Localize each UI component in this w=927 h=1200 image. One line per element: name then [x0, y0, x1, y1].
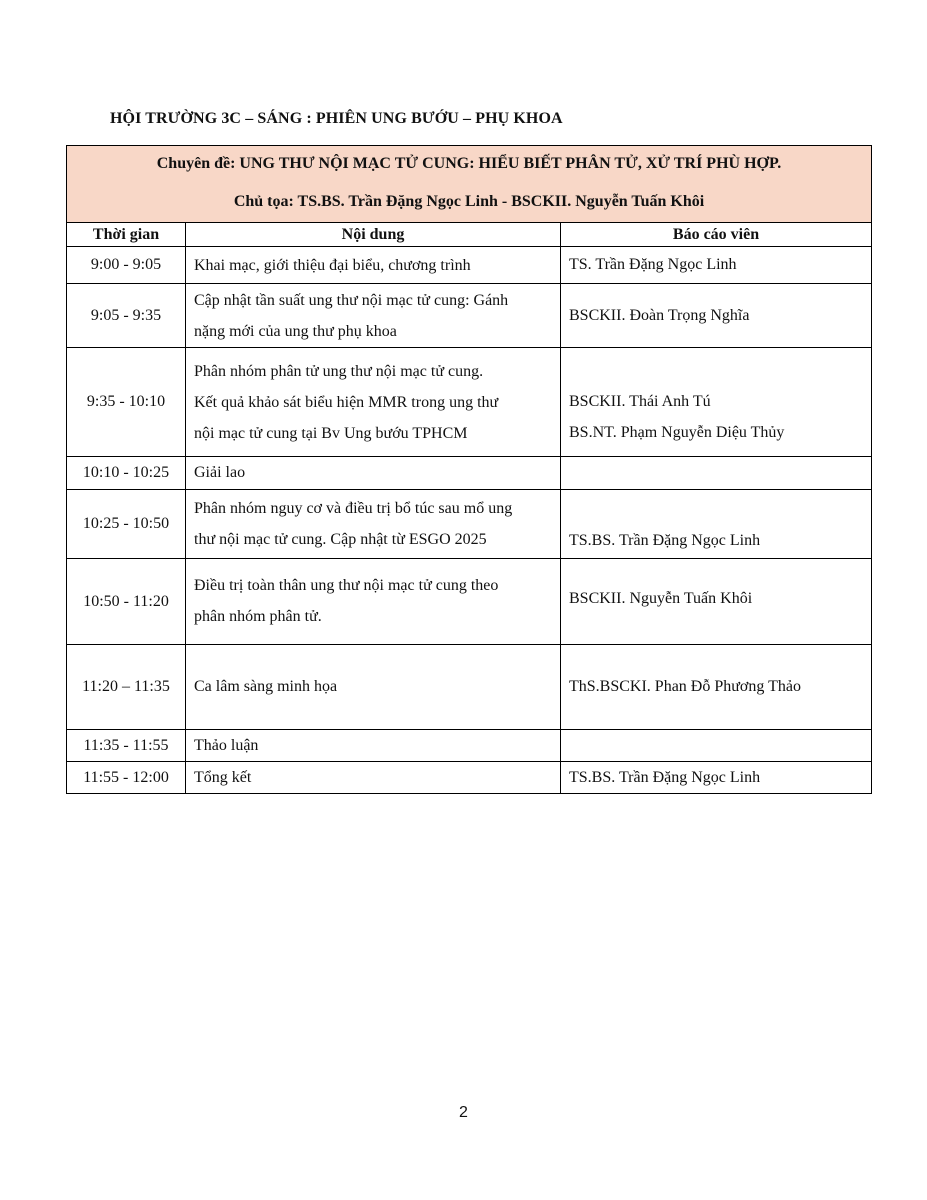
content-line: Tổng kết — [194, 768, 252, 786]
time-cell: 9:05 - 9:35 — [67, 284, 186, 348]
content-line: Kết quả khảo sát biểu hiện MMR trong ung thư — [194, 393, 499, 411]
speaker-name: TS.BS. Trần Đặng Ngọc Linh — [569, 532, 761, 549]
content-line: Phân nhóm phân tử ung thư nội mạc tử cung. — [194, 362, 484, 380]
content-cell — [186, 457, 561, 490]
column-header-time: Thời gian — [67, 223, 186, 247]
table-row — [67, 730, 872, 762]
speaker-cell — [561, 284, 872, 348]
time-cell: 9:35 - 10:10 — [67, 348, 186, 457]
table-row — [67, 247, 872, 284]
content-cell — [186, 762, 561, 794]
agenda-table — [66, 145, 872, 794]
speaker-cell — [561, 457, 872, 490]
content-cell — [186, 247, 561, 284]
chairs: Chủ tọa: TS.BS. Trần Đặng Ngọc Linh - BSCKII. Nguyễn Tuấn Khôi — [233, 193, 705, 210]
time-cell: 10:10 - 10:25 — [67, 457, 186, 490]
speaker-name: BSCKII. Nguyễn Tuấn Khôi — [569, 590, 753, 607]
content-line: Thảo luận — [194, 736, 259, 754]
content-line: nặng mới của ung thư phụ khoa — [194, 322, 397, 340]
content-line: thư nội mạc tử cung. Cập nhật từ ESGO 2025 — [194, 531, 487, 548]
speaker-name: BS.NT. Phạm Nguyễn Diệu Thủy — [569, 424, 785, 441]
page-number: 2 — [459, 1104, 468, 1121]
content-cell — [186, 730, 561, 762]
content-line: Giải lao — [194, 464, 246, 481]
topic-title: Chuyên đề: UNG THƯ NỘI MẠC TỬ CUNG: HIỂU BIẾT PHÂN TỬ, XỬ TRÍ PHÙ HỢP. — [156, 155, 782, 172]
content-line: Khai mạc, giới thiệu đại biểu, chương trình — [194, 256, 471, 274]
table-row — [67, 457, 872, 490]
speaker-cell — [561, 348, 872, 457]
speaker-name: BSCKII. Thái Anh Tú — [569, 393, 711, 410]
time-cell: 9:00 - 9:05 — [67, 247, 186, 284]
content-line: phân nhóm phân tử. — [194, 608, 322, 625]
speaker-cell — [561, 559, 872, 645]
content-line: Điều trị toàn thân ung thư nội mạc tử cung theo — [194, 577, 499, 594]
content-cell — [186, 284, 561, 348]
speaker-name: TS. Trần Đặng Ngọc Linh — [569, 256, 737, 273]
time-cell: 10:25 - 10:50 — [67, 490, 186, 559]
speaker-cell — [561, 247, 872, 284]
content-line: nội mạc tử cung tại Bv Ung bướu TPHCM — [194, 424, 468, 442]
time-cell: 11:55 - 12:00 — [67, 762, 186, 794]
table-row — [67, 762, 872, 794]
content-line: Phân nhóm nguy cơ và điều trị bổ túc sau mổ ung — [194, 500, 513, 517]
time-cell: 11:20 – 11:35 — [67, 645, 186, 730]
column-header-row — [67, 223, 872, 247]
speaker-cell — [561, 730, 872, 762]
session-heading: HỘI TRƯỜNG 3C – SÁNG : PHIÊN UNG BƯỚU – PHỤ KHOA — [110, 110, 563, 127]
speaker-cell — [561, 762, 872, 794]
time-cell: 11:35 - 11:55 — [67, 730, 186, 762]
column-header-content: Nội dung — [186, 223, 561, 247]
speaker-cell — [561, 645, 872, 730]
topic-banner — [67, 146, 872, 223]
content-line: Ca lâm sàng minh họa — [194, 678, 338, 695]
speaker-cell — [561, 490, 872, 559]
table-row — [67, 645, 872, 730]
content-line: Cập nhật tần suất ung thư nội mạc tử cung: Gánh — [194, 291, 509, 309]
content-cell — [186, 559, 561, 645]
speaker-name: BSCKII. Đoàn Trọng Nghĩa — [569, 306, 750, 324]
column-header-speaker: Báo cáo viên — [561, 223, 872, 247]
table-row — [67, 490, 872, 559]
time-cell: 10:50 - 11:20 — [67, 559, 186, 645]
content-cell — [186, 645, 561, 730]
content-cell — [186, 490, 561, 559]
table-row — [67, 284, 872, 348]
speaker-name: ThS.BSCKI. Phan Đỗ Phương Thảo — [569, 678, 801, 695]
table-row — [67, 348, 872, 457]
speaker-name: TS.BS. Trần Đặng Ngọc Linh — [569, 768, 761, 786]
content-cell — [186, 348, 561, 457]
table-row — [67, 559, 872, 645]
